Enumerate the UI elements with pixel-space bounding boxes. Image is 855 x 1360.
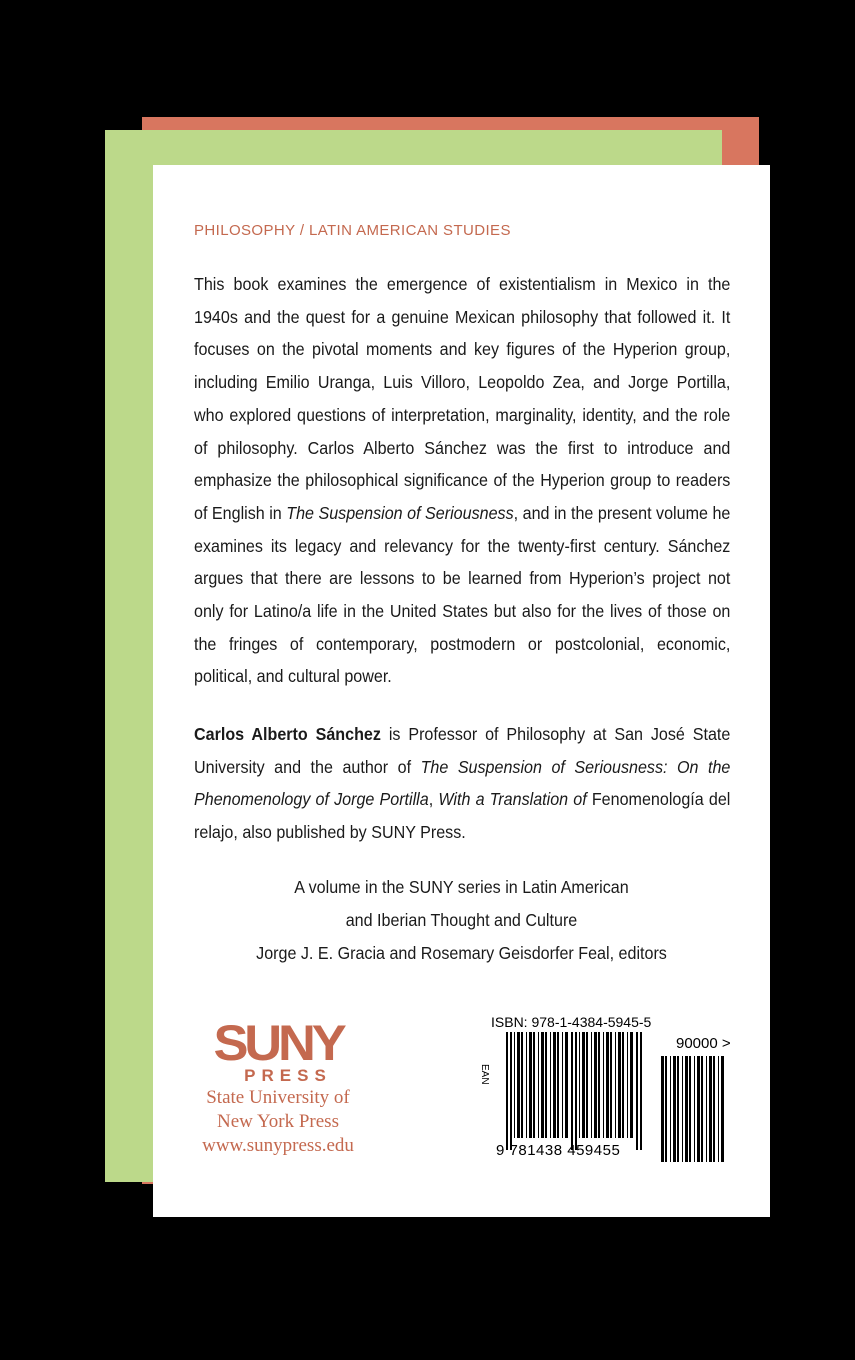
barcode-bar (579, 1032, 580, 1138)
series-line: A volume in the SUNY series in Latin American (294, 877, 629, 897)
barcode-bar (562, 1032, 563, 1138)
barcode-bar (606, 1032, 609, 1138)
barcode-bar (627, 1032, 628, 1138)
barcode-bar (603, 1032, 604, 1138)
barcode-bar (670, 1056, 671, 1162)
publisher-name-line: New York Press (217, 1111, 339, 1132)
publisher-name-line: State University of (206, 1087, 350, 1108)
bio-text-3: Fenomenología del relajo, also published by SUNY Press. (194, 789, 731, 843)
barcode-guard-bar (575, 1032, 577, 1150)
isbn-label: ISBN: 978-1-4384-5945-5 (491, 1014, 652, 1030)
barcode-bar (701, 1056, 703, 1162)
barcode-guard-bar (506, 1032, 508, 1150)
category-label: PHILOSOPHY / LATIN AMERICAN STUDIES (194, 222, 511, 239)
series-editors: Jorge J. E. Gracia and Rosemary Geisdorfer Feal, editors (256, 943, 667, 963)
series-note (153, 871, 770, 970)
barcode-bar (685, 1056, 688, 1162)
barcode-bar (529, 1032, 532, 1138)
barcode-bar (694, 1056, 695, 1162)
author-name: Carlos Alberto Sánchez (194, 724, 381, 744)
barcode-bar (661, 1056, 664, 1162)
barcode-bar (706, 1056, 707, 1162)
bio-work-title: The Suspension of Seriousness: On the Phenomenology of Jorge Portilla (194, 756, 731, 810)
bio-translation: With a Translation of (438, 789, 587, 810)
barcode-bar (594, 1032, 597, 1138)
barcode-guard-bar (510, 1032, 512, 1150)
barcode-bar (622, 1032, 624, 1138)
logo-suny-text: SUNY (213, 1015, 343, 1071)
bio-text-2: , (428, 789, 439, 810)
barcode-guard-bar (640, 1032, 642, 1150)
barcode-bar (553, 1032, 556, 1138)
barcode-bar (713, 1056, 715, 1162)
barcode-guard-bar (636, 1032, 638, 1150)
logo-press-text: PRESS (244, 1066, 332, 1085)
series-line: and Iberian Thought and Culture (345, 910, 578, 930)
barcode-bar (673, 1056, 676, 1162)
price-code-digits: 90000 (676, 1035, 718, 1052)
barcode-bar (618, 1032, 621, 1138)
barcode-bar (718, 1056, 719, 1162)
book-description (194, 268, 730, 693)
price-code (676, 1035, 731, 1052)
barcode-bar (582, 1032, 585, 1138)
barcode-bar (630, 1032, 633, 1138)
barcode-bar (521, 1032, 523, 1138)
ean-label: EAN (479, 1064, 490, 1085)
barcode-bar (541, 1032, 544, 1138)
description-text-1: This book examines the emergence of existentialism in Mexico in the 1940s and the quest for a genuine Mexican philosophy that followed it. It focuses on the pivotal moments and key figures of the Hyperion group, including Emilio Uranga, Luis Villoro, Leopoldo Zea, and Jorge Portilla, who explored questions of interpretation, marginality, identity, and the role of philosophy. Carlos Alberto Sánchez was the first to introduce and emphasize the philosophical significance of the Hyperion group to readers of English in (194, 274, 731, 523)
barcode-bar (550, 1032, 551, 1138)
barcode-bar (517, 1032, 520, 1138)
barcode-bar (610, 1032, 612, 1138)
description-book-title: The Suspension of Seriousness (286, 502, 514, 523)
barcode-bar (697, 1056, 700, 1162)
barcode-bar (565, 1032, 568, 1138)
price-arrow-icon: > (717, 1035, 731, 1052)
description-text-2: , and in the present volume he examines its legacy and relevancy for the twenty-first century. Sánchez argues that there are lessons to be learned from Hyperion’s project not only for Latino/a life in the United States but also for the lives of those on the fringes of contemporary, postmodern or postcolonial, economic, political, and cultural power. (194, 502, 731, 687)
author-bio (194, 718, 730, 849)
barcode-bar (689, 1056, 691, 1162)
barcode-bar (721, 1056, 724, 1162)
barcode-bar (545, 1032, 547, 1138)
barcode-bar (598, 1032, 600, 1138)
barcode-bar (682, 1056, 683, 1162)
barcode-bar (586, 1032, 588, 1138)
barcode-bar (533, 1032, 535, 1138)
barcode-bar (665, 1056, 667, 1162)
barcode-guard-bar (571, 1032, 573, 1150)
barcode-bar (615, 1032, 616, 1138)
bio-text-1: is Professor of Philosophy at San José State University and the author of (194, 724, 731, 777)
barcode-bar (677, 1056, 679, 1162)
suny-press-logo (193, 1015, 363, 1158)
barcode-bar (526, 1032, 527, 1138)
barcode-digits: 9 781438 459455 (496, 1142, 621, 1159)
barcode-bar (591, 1032, 592, 1138)
publisher-website: www.sunypress.edu (202, 1135, 354, 1156)
barcode-bar (538, 1032, 539, 1138)
barcode-bar (557, 1032, 559, 1138)
barcode-bar (709, 1056, 712, 1162)
barcode-bar (514, 1032, 515, 1138)
back-cover-page (153, 165, 770, 1217)
